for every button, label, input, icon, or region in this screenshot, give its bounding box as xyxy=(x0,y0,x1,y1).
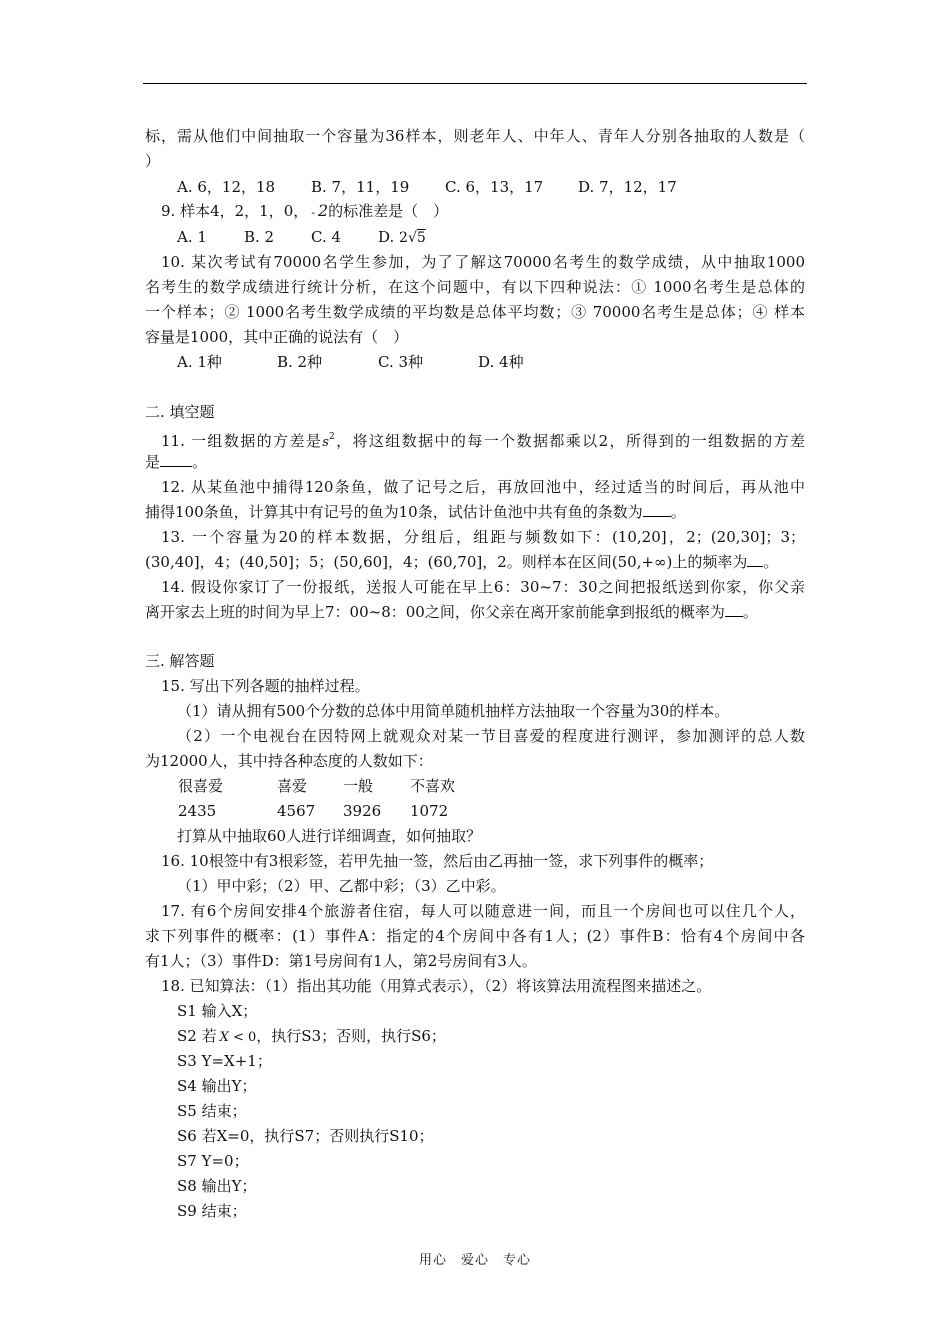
q9-stem-two: 2 xyxy=(317,201,329,220)
q17-line2: 求下列事件的概率：(1）事件A：指定的4个房间中各有1人；(2）事件B：恰有4个房间中各 xyxy=(145,927,805,945)
q10-line2: 名考生的数学成绩进行统计分析，在这个问题中，有以下四种说法：① 1000名考生是总体的 xyxy=(145,278,805,296)
q11-text-a: 11. 一组数据的方差是 xyxy=(161,432,323,450)
q9-option-c: C. 4 xyxy=(311,228,342,246)
q14-text-b: 。 xyxy=(742,603,758,621)
q18-stem: 18. 已知算法：（1）指出其功能（用算式表示），（2）将该算法用流程图来描述之。 xyxy=(161,977,712,995)
q9-option-d xyxy=(378,227,426,248)
q18-step-s1: S1 输入X； xyxy=(177,1002,258,1020)
q18-step-s9: S9 结束； xyxy=(177,1202,247,1220)
q18-s2-comparison: < 0 xyxy=(228,1030,257,1045)
q18-step-s3: S3 Y=X+1； xyxy=(177,1052,272,1070)
q9-stem-prefix: 9. 样本4，2，1，0， xyxy=(161,202,309,220)
q12-line2 xyxy=(145,502,686,522)
q8-option-a: A. 6，12，18 xyxy=(177,178,276,196)
q10-option-a: A. 1种 xyxy=(177,353,222,371)
q8-option-d: D. 7，12，17 xyxy=(578,178,677,196)
q17-line3: 有1人；（3）事件D：第1号房间有1人，第2号房间有3人。 xyxy=(145,952,537,970)
q11-variance-exponent: 2 xyxy=(328,432,335,442)
q18-step-s2 xyxy=(177,1026,446,1048)
q11-text-d: 。 xyxy=(192,453,208,471)
q18-step-s5: S5 结束； xyxy=(177,1102,247,1120)
q10-line3: 一个样本；② 1000名考生数学成绩的平均数是总体平均数；③ 70000名考生是总体；④ 样本 xyxy=(145,303,805,321)
q18-step-s4: S4 输出Y； xyxy=(177,1077,257,1095)
q12-text-a: 捕得100条鱼，计算其中有记号的鱼为10条，试估计鱼池中共有鱼的条数为 xyxy=(145,503,643,521)
q15-table-value-2: 4567 xyxy=(277,802,316,820)
q9-stem xyxy=(161,201,448,223)
q13-text-b: 。 xyxy=(763,553,779,571)
q13-answer-blank[interactable] xyxy=(747,552,763,567)
q18-step-s7: S7 Y=0； xyxy=(177,1152,249,1170)
q18-s2-text-a: S2 若 xyxy=(177,1027,217,1045)
page-footer: 用心 爱心 专心 xyxy=(418,1253,531,1268)
q15-table-value-4: 1072 xyxy=(410,802,449,820)
q15-table-header-3: 一般 xyxy=(343,777,374,795)
q15-part2-line1: （2）一个电视台在因特网上就观众对某一节目喜爱的程度进行测评，参加测评的总人数 xyxy=(177,727,805,745)
q10-line4: 容量是1000，其中正确的说法有（ ） xyxy=(145,328,409,346)
q9-option-a: A. 1 xyxy=(177,228,207,246)
q14-line2 xyxy=(145,602,758,622)
q11-text-c: 是 xyxy=(145,453,161,471)
q11-variance-symbol: s xyxy=(322,435,329,450)
q12-line1: 12. 从某鱼池中捕得120条鱼，做了记号之后，再放回池中，经过适当的时间后，再从池中 xyxy=(161,478,805,496)
q15-table-header-1: 很喜爱 xyxy=(178,777,224,795)
q18-step-s8: S8 输出Y； xyxy=(177,1177,257,1195)
q15-stem: 15. 写出下列各题的抽样过程。 xyxy=(161,677,370,695)
section-fill-in-title: 二. 填空题 xyxy=(145,403,215,421)
q15-table-header-2: 喜爱 xyxy=(277,777,308,795)
q18-s2-variable: X xyxy=(219,1030,229,1045)
q15-table-value-1: 2435 xyxy=(178,802,217,820)
q8-line1: 标，需从他们中间抽取一个容量为36样本，则老年人、中年人、青年人分别各抽取的人数是（ xyxy=(145,127,805,145)
q15-table-value-3: 3926 xyxy=(343,802,382,820)
q8-line2: ） xyxy=(145,152,161,170)
section-answer-title: 三. 解答题 xyxy=(145,652,215,670)
q16-parts: （1）甲中彩；（2）甲、乙都中彩；（3）乙中彩。 xyxy=(177,877,506,895)
q8-option-c: C. 6，13，17 xyxy=(445,178,544,196)
q10-option-b: B. 2种 xyxy=(277,353,323,371)
q18-s2-text-c: ，执行S3；否则，执行S6； xyxy=(256,1027,446,1045)
q15-part1: （1）请从拥有500个分数的总体中用简单随机抽样方法抽取一个容量为30的样本。 xyxy=(177,702,730,720)
q15-part2-end: 打算从中抽取60人进行详细调查，如何抽取？ xyxy=(177,827,482,845)
q11-line1 xyxy=(161,427,805,453)
q11-answer-blank[interactable] xyxy=(160,452,192,467)
q10-option-d: D. 4种 xyxy=(478,353,524,371)
sqrt-icon: √ xyxy=(407,230,417,246)
q8-option-b: B. 7，11，19 xyxy=(311,178,410,196)
q10-line1: 10. 某次考试有70000名学生参加，为了了解这70000名考生的数学成绩，从中抽取1000 xyxy=(161,253,805,271)
q10-option-c: C. 3种 xyxy=(378,353,424,371)
q9-stem-suffix: 的标准差是（ ） xyxy=(328,202,449,220)
q14-text-a: 离开家去上班的时间为早上7：00~8：00之间，你父亲在离开家前能拿到报纸的概率为 xyxy=(145,603,725,621)
q11-text-b: ，将这组数据中的每一个数据都乘以2，所得到的一组数据的方差 xyxy=(334,432,806,450)
q11-line2 xyxy=(145,452,207,472)
q17-line1: 17. 有6个房间安排4个旅游者住宿，每人可以随意进一间，而且一个房间也可以住几个人， xyxy=(161,902,805,920)
q9-option-d-root: 5 xyxy=(416,230,426,246)
q9-option-d-coef: 2 xyxy=(399,230,408,246)
q14-answer-blank[interactable] xyxy=(725,602,743,617)
q15-part2-line2: 为12000人，其中持各种态度的人数如下： xyxy=(145,752,433,770)
q16-stem: 16. 10根签中有3根彩签，若甲先抽一签，然后由乙再抽一签，求下列事件的概率； xyxy=(161,852,714,870)
q14-line1: 14. 假设你家订了一份报纸，送报人可能在早上6：30~7：30之间把报纸送到你家，你父亲 xyxy=(161,578,805,596)
q13-line2 xyxy=(145,552,778,572)
header-rule xyxy=(143,83,807,84)
q9-option-b: B. 2 xyxy=(244,228,275,246)
q13-line1: 13. 一个容量为20的样本数据，分组后，组距与频数如下：(10,20]，2；(20,30]；3； xyxy=(161,528,805,546)
q12-answer-blank[interactable] xyxy=(643,502,671,517)
q18-step-s6: S6 若X=0，执行S7；否则执行S10； xyxy=(177,1127,434,1145)
q9-option-d-label: D. xyxy=(378,228,400,246)
q12-text-b: 。 xyxy=(670,503,686,521)
q13-text-a: (30,40]，4；(40,50]；5；(50,60]，4；(60,70]，2。则样本在区间(50,+∞)上的频率为 xyxy=(145,553,748,571)
q15-table-header-4: 不喜欢 xyxy=(410,777,456,795)
q9-stem-minus: - xyxy=(311,206,315,219)
